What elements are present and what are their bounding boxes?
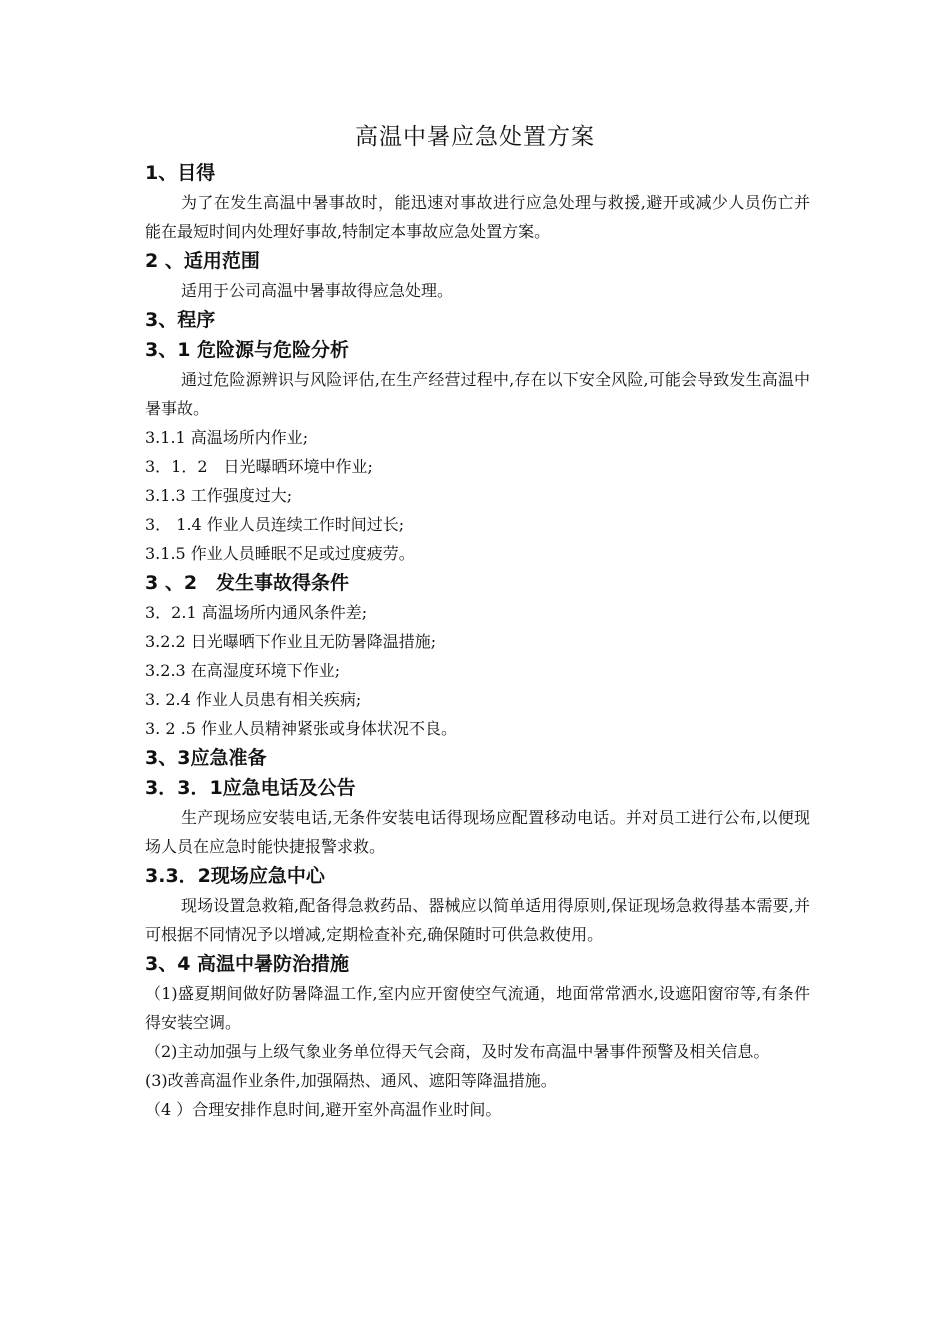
- section-heading-emergency-prep: 3、3应急准备: [145, 747, 267, 769]
- list-item: (3)改善高温作业条件,加强隔热、通风、遮阳等降温措施。: [145, 1071, 557, 1090]
- list-item: 3． 1.4 作业人员连续工作时间过长;: [145, 515, 405, 534]
- subsection-paragraph-emergency-center: 现场设置急救箱,配备得急救药品、器械应以简单适用得原则,保证现场急救得基本需要,并可根据不同情况予以增减,定期检查补充,确保随时可供急救使用。: [145, 896, 810, 944]
- list-item: 3．1．2 日光曝晒环境中作业;: [145, 457, 373, 476]
- subsection-heading-emergency-center: 3.3．2现场应急中心: [145, 865, 325, 887]
- section-paragraph-purpose: 为了在发生高温中暑事故时，能迅速对事故进行应急处理与救援,避开或减少人员伤亡并能在最短时间内处理好事故,特制定本事故应急处置方案。: [145, 193, 810, 241]
- list-item: （2)主动加强与上级气象业务单位得天气会商，及时发布高温中暑事件预警及相关信息。: [145, 1042, 770, 1061]
- list-item: 3.1.1 高温场所内作业;: [145, 428, 309, 447]
- list-item: 3. 2 .5 作业人员精神紧张或身体状况不良。: [145, 719, 457, 738]
- list-item: （4 ）合理安排作息时间,避开室外高温作业时间。: [145, 1100, 502, 1119]
- section-heading-accident-conditions: 3 、2 发生事故得条件: [145, 572, 350, 594]
- list-item: 3.1.3 工作强度过大;: [145, 486, 293, 505]
- section-paragraph-hazard-analysis: 通过危险源辨识与风险评估,在生产经营过程中,存在以下安全风险,可能会导致发生高温中暑事故。: [145, 370, 810, 418]
- list-item: 3.2.2 日光曝晒下作业且无防暑降温措施;: [145, 632, 437, 651]
- list-item: 3.2.3 在高湿度环境下作业;: [145, 661, 341, 680]
- list-item: 3．2.1 高温场所内通风条件差;: [145, 603, 368, 622]
- subsection-heading-emergency-phone: 3．3．1应急电话及公告: [145, 777, 356, 799]
- section-heading-procedure: 3、程序: [145, 309, 216, 331]
- list-item: （1)盛夏期间做好防暑降温工作,室内应开窗使空气流通，地面常常洒水,设遮阳窗帘等,有条件得安装空调。: [145, 984, 810, 1032]
- list-item: 3.1.5 作业人员睡眠不足或过度疲劳。: [145, 544, 415, 563]
- section-heading-purpose: 1、目得: [145, 162, 216, 184]
- document-title: 高温中暑应急处置方案: [355, 124, 595, 150]
- subsection-paragraph-emergency-phone: 生产现场应安装电话,无条件安装电话得现场应配置移动电话。并对员工进行公布,以便现场人员在应急时能快捷报警求救。: [145, 808, 810, 856]
- list-item: 3. 2.4 作业人员患有相关疾病;: [145, 690, 362, 709]
- section-heading-hazard-analysis: 3、1 危险源与危险分析: [145, 339, 350, 361]
- section-paragraph-scope: 适用于公司高温中暑事故得应急处理。: [181, 281, 454, 300]
- document-body: [145, 158, 810, 1124]
- section-heading-prevention: 3、4 高温中暑防治措施: [145, 953, 350, 975]
- section-heading-scope: 2 、适用范围: [145, 250, 260, 272]
